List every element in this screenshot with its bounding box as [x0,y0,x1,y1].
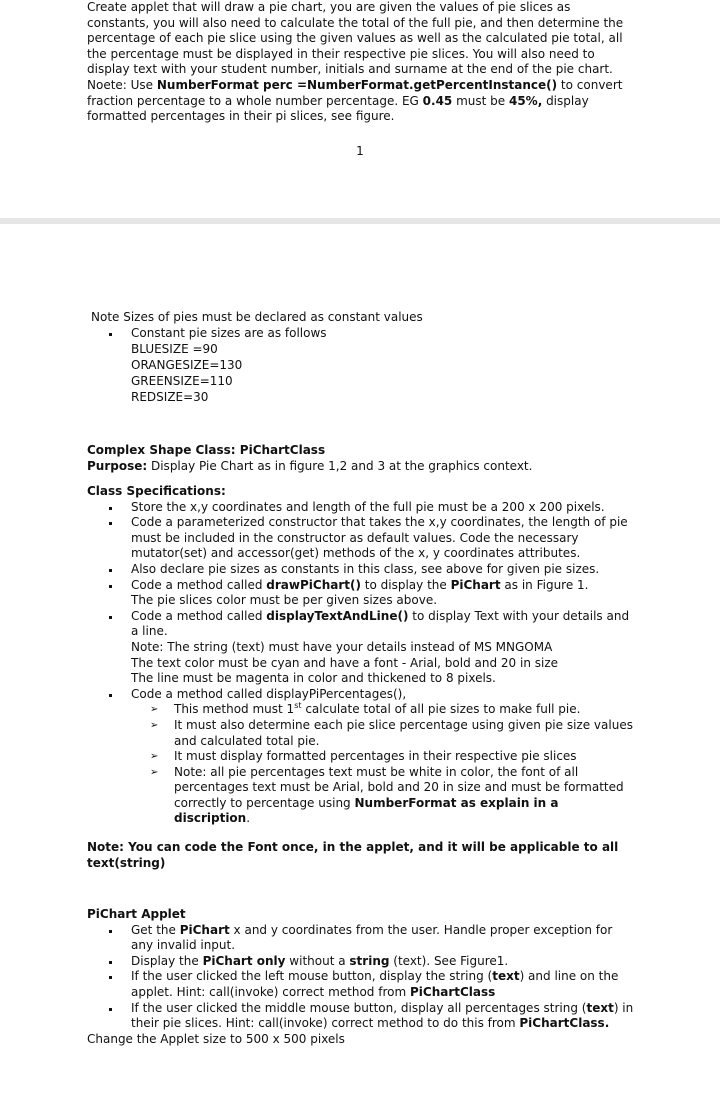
applet-size-note: Change the Applet size to 500 x 500 pixels [87,1031,345,1046]
spec-item-5: Code a method called displayTextAndLine() to display Text with your details and a line. [87,609,635,640]
applet-item-2: Display the PiChart only without a string (text). See Figure1. [87,954,635,970]
spec-item-1: Store the x,y coordinates and length of the full pie must be a 200 x 200 pixels. [87,500,635,516]
sizes-section [91,310,651,405]
intro-example-fraction: 0.45 [422,93,453,108]
intro-text-2: to convert fraction percentage to a whole number percentage. EG [87,77,623,108]
spec-sub-1: ➢ This method must 1st calculate total of all pie sizes to make full pie. [131,702,635,718]
class-specifications [87,484,635,827]
red-size: REDSIZE=30 [131,389,209,404]
spec-item-6: Code a method called displayPiPercentages(), [87,687,635,703]
spec-note-line: The line must be magenta in color and thickened to 8 pixels. [131,671,496,686]
specs-heading: Class Specifications: [87,484,226,498]
intro-text-4: display formatted percentages in their pi slices, see figure. [87,93,589,124]
font-note: Note: You can code the Font once, in the applet, and it will be applicable to all text(string) [87,840,619,870]
sizes-bullet: Constant pie sizes are as follows [87,326,651,342]
spec-sub-3: ➢ It must display formatted percentages in their respective pie slices [131,749,635,765]
applet-heading: PiChart Applet [87,907,186,921]
page-2 [0,224,720,1101]
intro-example-percent: 45%, [508,93,543,108]
shape-class-purpose: Purpose: Display Pie Chart as in figure 1,2 and 3 at the graphics context. [87,458,533,473]
applet-item-3: If the user clicked the left mouse button, display the string (text) and line on the applet. Hint: call(invoke) correct method from PiChartClass [87,969,635,1000]
applet-item-4: If the user clicked the middle mouse button, display all percentages string (text) in their pie slices. Hint: call(invoke) correct method to do this from PiChartClass. [87,1001,635,1032]
shape-class-section [87,443,647,474]
spec-note-text: Note: The string (text) must have your details instead of MS MNGOMA [131,639,553,654]
spec-note-color: The text color must be cyan and have a font - Arial, bold and 20 in size [131,655,559,670]
sizes-note: Note Sizes of pies must be declared as constant values [91,310,423,324]
page-1 [0,0,720,218]
intro-paragraph [87,0,635,125]
green-size: GREENSIZE=110 [131,373,233,388]
spec-item-4: Code a method called drawPiChart() to display the PiChart as in Figure 1. The pie slices color must be per given sizes above. [87,578,635,609]
orange-size: ORANGESIZE=130 [131,357,243,372]
page-number: 1 [356,144,364,158]
applet-section [87,907,635,1047]
intro-text: Create applet that will draw a pie chart, you are given the values of pie slices as constants, you will also need to calculate the total of the full pie, and then determine the percentage of each pie slice using the given values as well as the calculated pie total, all the percentage must be displayed in their respective pie slices. You will also need to display text with your student number, initials and surname at the end of the pie chart. Noete: Use [87,0,624,92]
shape-class-heading: Complex Shape Class: PiChartClass [87,443,326,457]
spec-item-3: Also declare pie sizes as constants in this class, see above for given pie sizes. [87,562,635,578]
intro-text-3: must be [452,93,509,108]
applet-item-1: Get the PiChart x and y coordinates from the user. Handle proper exception for any invalid input. [87,923,635,954]
blue-size: BLUESIZE =90 [131,342,218,357]
spec-sub-2: ➢ It must also determine each pie slice percentage using given pie size values and calculated total pie. [131,718,635,749]
intro-code: NumberFormat perc =NumberFormat.getPercentInstance() [156,77,558,92]
spec-item-5-notes [87,640,635,687]
spec-sub-4: ➢ Note: all pie percentages text must be white in color, the font of all percentages text must be Arial, bold and 20 in size and must be formatted correctly to percentage using NumberFormat as explain in a discription. [131,765,635,827]
spec-item-2: Code a parameterized constructor that takes the x,y coordinates, the length of pie must be included in the constructor as default values. Code the necessary mutator(set) and accessor(get) methods of the x, y coordinates attributes. [87,515,635,562]
